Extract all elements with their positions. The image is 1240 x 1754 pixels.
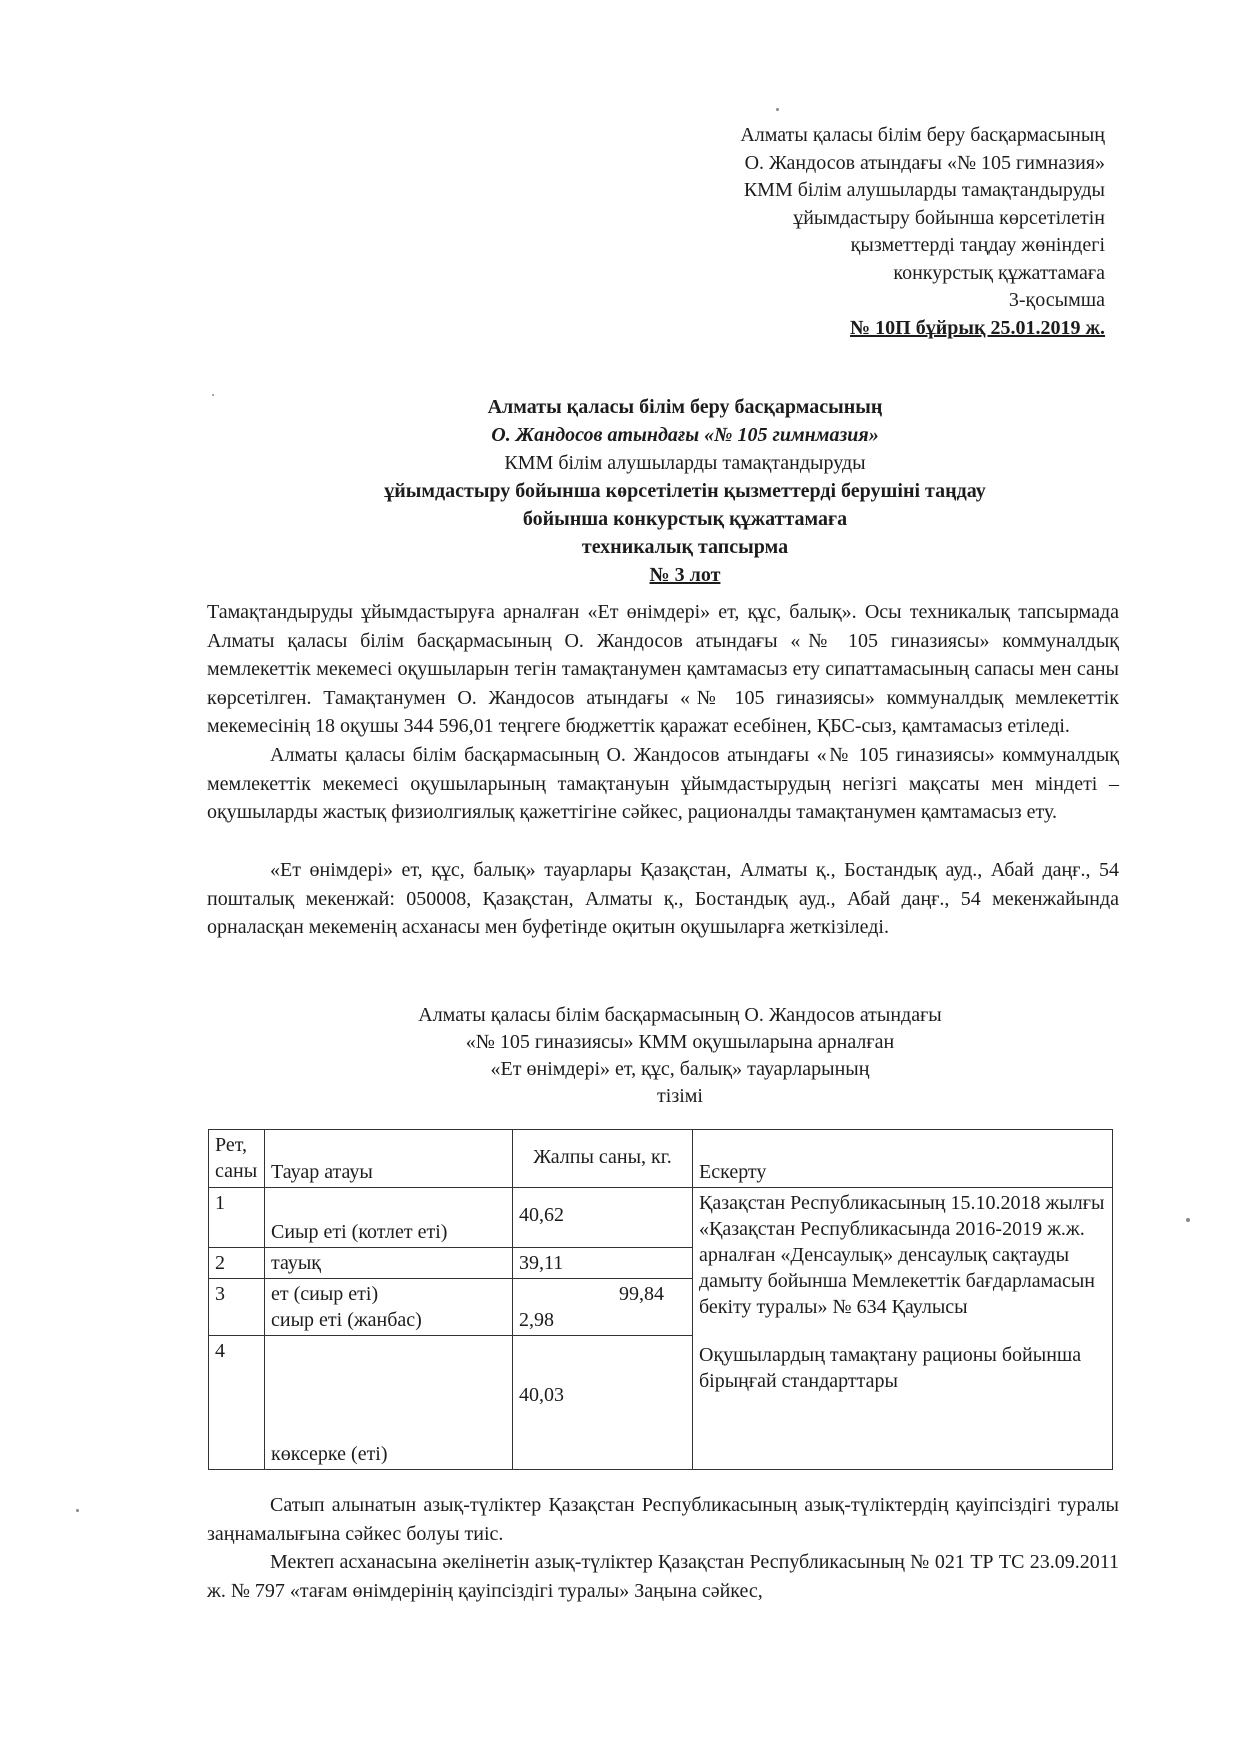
header-total-quantity: Жалпы саны, кг. bbox=[513, 1130, 693, 1188]
list-title-line: «№ 105 гиназиясы» КММ оқушыларына арналған bbox=[465, 1031, 895, 1053]
table-header-row bbox=[209, 1130, 1113, 1188]
table-row bbox=[209, 1188, 1113, 1248]
product-name: тауық bbox=[265, 1248, 513, 1279]
order-reference: № 10П бұйрық 25.01.2019 ж. bbox=[850, 316, 1105, 339]
product-name: көксерке (еті) bbox=[265, 1336, 513, 1470]
total-quantity: 40,62 bbox=[513, 1188, 693, 1248]
header-line: КММ білім алушыларды тамақтандыруды bbox=[743, 179, 1105, 201]
header-row-number: Рет, саны bbox=[209, 1130, 265, 1188]
header-line: 3-қосымша bbox=[1008, 289, 1105, 311]
header-product-name: Тауар атауы bbox=[265, 1130, 513, 1188]
product-name bbox=[265, 1279, 513, 1336]
title-line: Алматы қаласы білім беру басқармасының bbox=[487, 396, 883, 418]
product-name-line: ет (сиыр еті) bbox=[271, 1283, 379, 1305]
header-line: ұйымдастыру бойынша көрсетілетін bbox=[793, 206, 1105, 229]
row-number: 3 bbox=[209, 1279, 265, 1336]
note-cell bbox=[693, 1188, 1113, 1470]
purpose-paragraph: Алматы қаласы білім басқармасының О. Жандосов атындағы «№ 105 гиназиясы» коммуналдық мемлекеттік мекемесі оқушыларының тамақтануын ұйымдастырудың негізгі мақсаты мен міндеті – оқушыларды жастық физиолгиялық қажеттігіне сәйкес, рационалды тамақтанумен қамтамасыз ету. bbox=[207, 744, 1119, 824]
canteen-paragraph: Мектеп асханасына әкелінетін азық-түліктер Қазақстан Республикасының № 021 ТР ТС 23.09.2011 ж. № 797 «тағам өнімдерінің қауіпсіздігі туралы» Заңына сәйкес, bbox=[207, 1551, 1119, 1602]
safety-paragraph: Сатып алынатын азық-түліктер Қазақстан Республикасының азық-түліктердің қауіпсіздігі туралы заңнамалығына сәйкес болуы тиіс. bbox=[207, 1494, 1119, 1545]
row-number: 1 bbox=[209, 1188, 265, 1248]
header-line: конкурстық құжаттамаға bbox=[893, 261, 1105, 284]
row-number: 4 bbox=[209, 1336, 265, 1470]
scan-speck bbox=[1186, 1218, 1190, 1222]
total-quantity: 39,11 bbox=[513, 1248, 693, 1279]
extra-value: 2,98 bbox=[519, 1309, 554, 1331]
intro-paragraph: Тамақтандыруды ұйымдастыруға арналған «Ет өнімдері» ет, құс, балық». Осы техникалық тапсырмада Алматы қаласы білім басқармасының О. Жандосов атындағы «№ 105 гиназиясы» коммуналдық мемлекеттік мекемесі оқушыларын тегін тамақтанумен қамтамасыз ету сипаттамасының сапасы мен саны көрсетілген. Тамақтанумен О. Жандосов атындағы «№ 105 гиназиясы» коммуналдық мемлекеттік мекемесінің 18 оқушы 344 596,01 теңгеге бюджеттік қаражат есебінен, ҚБС-сыз, қамтамасыз етіледі. bbox=[207, 601, 1119, 738]
header-line: О. Жандосов атындағы «№ 105 гимназия» bbox=[744, 151, 1105, 174]
document-title bbox=[250, 393, 1120, 589]
list-title-line: Алматы қаласы білім басқармасының О. Жандосов атындағы bbox=[418, 1004, 942, 1026]
lot-number: № 3 лот bbox=[649, 564, 721, 586]
scan-speck bbox=[76, 1509, 79, 1512]
scan-speck bbox=[776, 108, 779, 111]
list-title-line: «Ет өнімдері» ет, құс, балық» тауарларының bbox=[490, 1058, 870, 1080]
product-name-line: сиыр еті (жанбас) bbox=[271, 1309, 422, 1331]
list-title-line: тізімі bbox=[657, 1085, 703, 1107]
scan-speck bbox=[212, 394, 214, 396]
title-line: техникалық тапсырма bbox=[581, 536, 789, 558]
total-quantity: 40,03 bbox=[513, 1336, 693, 1470]
total-quantity bbox=[513, 1279, 693, 1336]
title-line: КММ білім алушыларды тамақтандыруды bbox=[504, 452, 866, 474]
title-line: О. Жандосов атындағы «№ 105 гимнмазия» bbox=[491, 424, 879, 446]
appendix-header bbox=[640, 122, 1105, 342]
total-value: 99,84 bbox=[619, 1283, 664, 1305]
product-name: Сиыр еті (котлет еті) bbox=[265, 1188, 513, 1248]
row-number: 2 bbox=[209, 1248, 265, 1279]
goods-list-title bbox=[340, 1002, 1020, 1110]
header-note: Ескерту bbox=[693, 1130, 1113, 1188]
header-line: қызметтерді таңдау жөніндегі bbox=[850, 234, 1105, 256]
note-regulation: Қазақстан Республикасының 15.10.2018 жылғы «Қазақстан Республикасында 2016-2019 ж.ж. арналған «Денсаулық» денсаулық сақтауды дамыту бойынша Мемлекеттік бағдарламасын бекіту туралы» № 634 Қаулысы bbox=[699, 1192, 1105, 1318]
title-line: бойынша конкурстық құжаттамаға bbox=[522, 508, 848, 530]
note-standards: Оқушылардың тамақтану рационы бойынша бірыңғай стандарттары bbox=[699, 1344, 1082, 1392]
goods-table bbox=[208, 1129, 1113, 1470]
header-line: Алматы қаласы білім беру басқармасының bbox=[740, 124, 1105, 146]
delivery-paragraph: «Ет өнімдері» ет, құс, балық» тауарлары Қазақстан, Алматы қ., Бостандық ауд., Абай даңғ., 54 пошталық мекенжай: 050008, Қазақстан, Алматы қ., Бостандық ауд., Абай даңғ., 54 мекенжайында орналасқан мекеменің асханасы мен буфетінде оқитын оқушыларға жеткізіледі. bbox=[207, 859, 1119, 939]
title-line: ұйымдастыру бойынша көрсетілетін қызметтерді берушіні таңдау bbox=[384, 480, 986, 502]
